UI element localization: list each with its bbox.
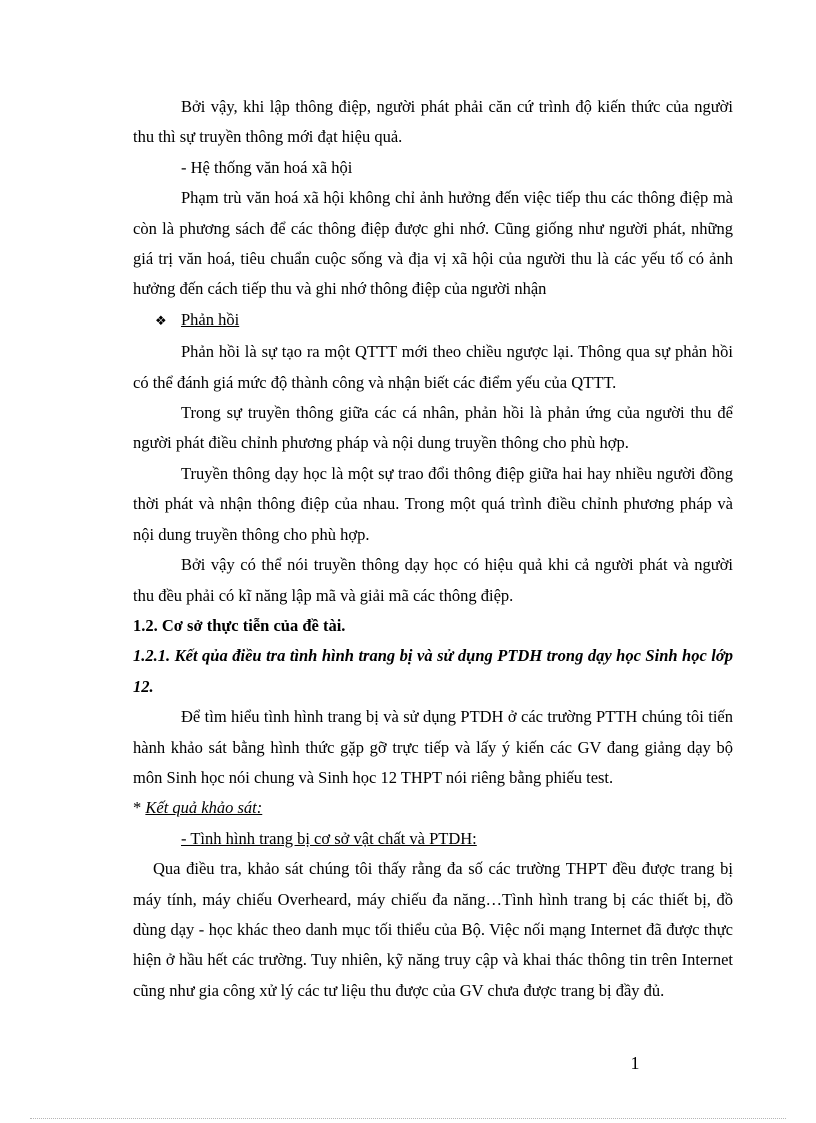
result-heading	[133, 793, 733, 823]
paragraph: Truyền thông dạy học là một sự trao đổi thông điệp giữa hai hay nhiều người đồng thời phát và nhận thông điệp của nhau. Trong một quá trình điều chỉnh phương pháp và nội dung truyền thông cho phù hợp.	[133, 463, 733, 544]
paragraph: Để tìm hiểu tình hình trang bị và sử dụng PTDH ở các trường PTTH chúng tôi tiến hành khảo sát bằng hình thức gặp gỡ trực tiếp và lấy ý kiến các GV đang giảng dạy bộ môn Sinh học nói chung và Sinh học 12 THPT nói riêng bằng phiếu test.	[133, 707, 733, 787]
list-item-heading: - Hệ thống văn hoá xã hội	[181, 157, 353, 177]
paragraph: Bởi vậy có thể nói truyền thông dạy học có hiệu quả khi cả người phát và người thu đều phải có kĩ năng lập mã và giải mã các thông điệp.	[133, 555, 733, 605]
asterisk-marker: *	[133, 798, 146, 818]
subsection-heading: 1.2.1. Kết qủa điều tra tình hình trang bị và sử dụng PTDH trong dạy học Sinh học lớp 12.	[133, 646, 733, 696]
paragraph: Phạm trù văn hoá xã hội không chỉ ảnh hưởng đến việc tiếp thu các thông điệp mà còn là phương sách để các thông điệp được ghi nhớ. Cũng giống như người phát, những giá trị văn hoá, tiêu chuẩn cuộc sống và địa vị xã hội của người thu là các yếu tố có ảnh hưởng đến cách tiếp thu và ghi nhớ thông điệp của người nhận	[133, 188, 733, 299]
bullet-heading-label: Phản hồi	[181, 309, 240, 329]
sub-heading-label: - Tình hình trang bị cơ sở vật chất và PTDH:	[181, 828, 477, 848]
result-heading-label: Kết quả khảo sát:	[145, 798, 263, 818]
page-body	[133, 92, 733, 1006]
section-heading: 1.2. Cơ sở thực tiễn của đề tài.	[133, 615, 346, 635]
diamond-bullet-icon: ❖	[155, 313, 167, 329]
footer-divider	[30, 1118, 786, 1119]
bullet-heading	[133, 305, 733, 337]
page-number: 1	[630, 1053, 640, 1073]
paragraph: Phản hồi là sự tạo ra một QTTT mới theo chiều ngược lại. Thông qua sự phản hồi có thể đánh giá mức độ thành công và nhận biết các điểm yếu của QTTT.	[133, 342, 733, 392]
paragraph: Bởi vậy, khi lập thông điệp, người phát phải căn cứ trình độ kiến thức của người thu thì sự truyền thông mới đạt hiệu quả.	[133, 97, 733, 147]
paragraph: Qua điều tra, khảo sát chúng tôi thấy rằng đa số các trường THPT đều được trang bị máy tính, máy chiếu Overheard, máy chiếu đa năng…Tình hình trang bị các thiết bị, đồ dùng dạy - học khác theo danh mục tối thiểu của Bộ. Việc nối mạng Internet đã được thực hiện ở hầu hết các trường. Tuy nhiên, kỹ năng truy cập và khai thác thông tin trên Internet cũng như gia công xử lý các tư liệu thu được của GV chưa được trang bị đầy đủ.	[133, 859, 733, 1000]
sub-heading	[133, 824, 733, 854]
paragraph: Trong sự truyền thông giữa các cá nhân, phản hồi là phản ứng của người thu để người phát điều chỉnh phương pháp và nội dung truyền thông cho phù hợp.	[133, 403, 733, 453]
